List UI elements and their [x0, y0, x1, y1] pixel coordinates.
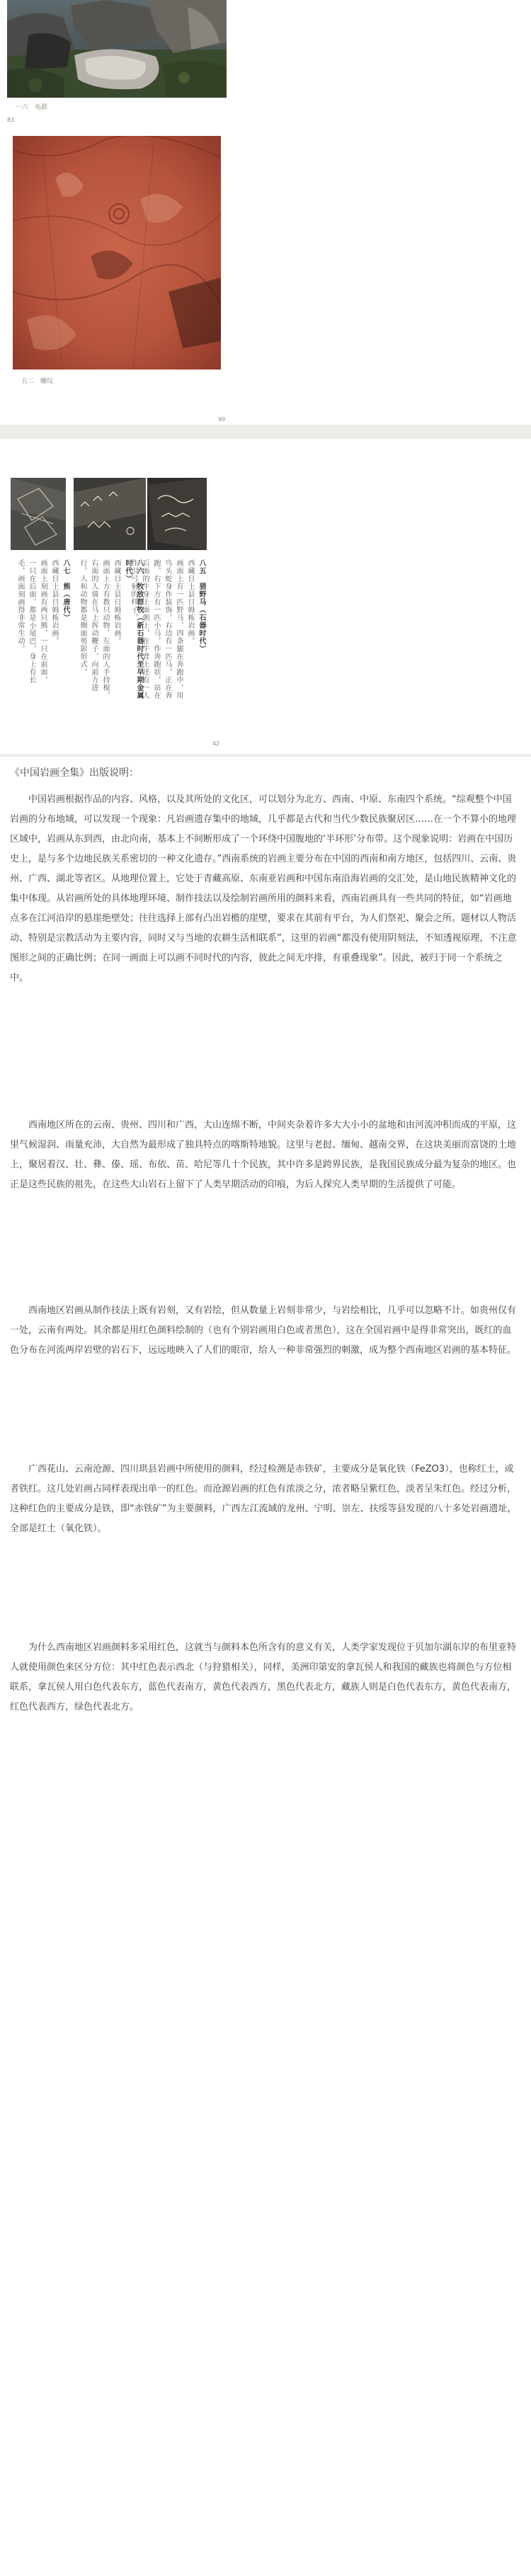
page-number: 99: [218, 416, 226, 423]
essay-paragraph: 为什么西南地区岩画颜料多采用红色，这就当与颜料本色所含有的意义有关，人类学家发现位于贝加尔湖东岸的布里亚特人就使用颜色来区分方位：其中红色表示西北（与狩猎相关），同样，美洲印第安的拿瓦侯人和我国的藏族也将颜色与方位相联系，拿瓦侯人用白色代表东方，蓝色代表南方，黄色代表西方，黑色代表北方，藏族人则是白色代表东方，黄色代表南方，红色代表西方，绿色代表北方。: [10, 1642, 517, 1712]
essay-paragraph: 中国岩画根据作品的内容、风格，以及其所处的文化区，可以划分为北方、西南、中原、东南四个系统。“综观整个中国岩画的分布地域，可以发现一个现象：凡岩画遗存集中的地域，几乎都是古代和当代少数民族聚居区……在一个不算小的地理区域中，岩画从东到西，由北向南，基本上不间断形成了一个环绕中国腹地的‘半环形’分布带。这个现象说明：岩画在中国历史上，是与多个边地民族关系密切的一种文化遗存。”西南系统的岩画主要分布在中国的西南和南方地区，包括四川、云南、贵州、广西、湖北等省区。从地理位置上，它处于青藏高原、东南亚岩画和中国东南沿海岩画的交汇处，是山地民族精神文化的集中体现。从岩画所处的具体地理环境、制作技法以及绘制岩画所用的颜料来看，西南岩画具有一些共同的特征，如“岩画地点多在江河沿岸的悬崖绝壁处；往往选择上部有凸出岩檐的崖壁，要求在其前有平台，为人们祭祀、聚会之所。题材以人物活动、特别是宗教活动为主要内容，同时又与当地的农耕生活相联系”，这里的岩画“都没有使用阴刻法，不知透视原理，不注意图形之间的正确比例；在同一画面上可以画不同时代的内容，彼此之间无序排，有重叠现象”。因此，被归于同一个系统之中。: [10, 794, 517, 983]
plate-caption: 一六 龟群: [16, 104, 48, 111]
photo-red-rock-painting: [13, 136, 221, 370]
essay-title: 《中国岩画全集》出版说明：: [10, 767, 139, 779]
paragraph-gap: [10, 1195, 520, 1301]
publication-note: [10, 763, 520, 1717]
photo-rock-group: [7, 0, 227, 98]
essay-paragraph: 西南地区岩画从制作技法上既有岩刻，又有岩绘，但从数量上岩刻非常少，与岩绘相比，几乎可以忽略不计。如贵州仅有一处，云南有两处。其余都是用红色颜料绘制的（也有个别岩画用白色或者黑色），这在全国岩画中是得非常突出，既红的血色分布在河流两岸岩壁的岩石下，远远地映入了人们的眼帘，给人一种非常强烈的刺激，成为整个西南地区岩画的基本特征。: [10, 1305, 517, 1356]
page-number: 83: [7, 117, 15, 123]
page-number: 42: [212, 740, 220, 747]
plate-location: 西藏日土县日姆栋岩画。: [50, 559, 58, 645]
essay-paragraph: 广西花山、云南沧源、四川珙县岩画中所使用的颜料，经过检测是赤铁矿，主要成分是氧化铁（FeZO3），也称红土，或者铁红。这几处岩画占同样表现出单一的红色。而沧源岩画的红色有浓淡之分，浓者略呈紫红色，淡者呈朱红色。经过分析，这种红色的主要成分是铁，即“赤铁矿”为主要颜料，广西左江流域的龙州、宁明、崇左、扶绥等县发现的八十多处岩画遗址，全部是红土（氧化铁）。: [10, 1464, 517, 1534]
plate-description: 画面上有一匹野马，四条腿在奔跑中，用鸟头蛇身作装饰。右边有一匹马，正在奔跑。右下方有一匹小马，作奔跑状，站在后面的牛身上面朝上，在牛背上还有一人作引弓射的样子。: [130, 559, 183, 699]
photo-plate-87: [11, 478, 66, 550]
plate-caption: 五二 螺纹: [21, 378, 54, 385]
photo-plate-86: [74, 478, 146, 550]
plate-description: 画面上方有数只动物，左面的人手持棍，右面的人骑在马上挥动鞭子，向前方进行。人和动物都是侧面剪影形式。: [79, 559, 109, 699]
plate-title: 八六 牧放群牧（新石器时代至早期金属时代）: [124, 559, 143, 699]
plate-location: 西藏日土县日姆栋岩画。: [113, 559, 120, 645]
paragraph-gap: [10, 1361, 520, 1460]
paragraph-gap: [10, 1539, 520, 1638]
photo-plate-85: [147, 478, 207, 550]
essay-paragraph: 西南地区所在的云南、贵州、四川和广西，大山连绵不断，中间夹杂着许多大大小小的盆地和由河流冲积而成的平原，这里气候湿润、雨量充沛，大自然为最形成了独具特点的喀斯特地貌。这里与老挝、缅甸、越南交界，在这块美丽而富饶的土地上，聚居着汉、壮、彝、傣、瑶、布依、苗、哈尼等几十个民族，其中许多是跨界民族，是我国民族成分最为复杂的地区。也正是这些民族的祖先，在这些大山岩石上留下了人类早期活动的印痕，为后人探究人类早期的生活提供了可能。: [10, 1120, 517, 1190]
plate-87-text: [13, 559, 71, 687]
plate-title: 八七 熊（唐代）: [62, 559, 69, 622]
paragraph-gap: [10, 988, 520, 1116]
plate-location: 西藏日土县日姆栋岩画。: [186, 559, 194, 645]
plate-86-text: [74, 559, 144, 701]
plate-title: 八五 猎野马（石器时代）: [198, 559, 205, 653]
page-gap-band: [0, 754, 531, 757]
page-gap-band: [0, 425, 531, 439]
plate-description: 画面上刻画有两只熊，一只在前面，一只在后面，都是小尾巴，身上有长毛，画面刻画得非常生动。: [16, 559, 47, 684]
